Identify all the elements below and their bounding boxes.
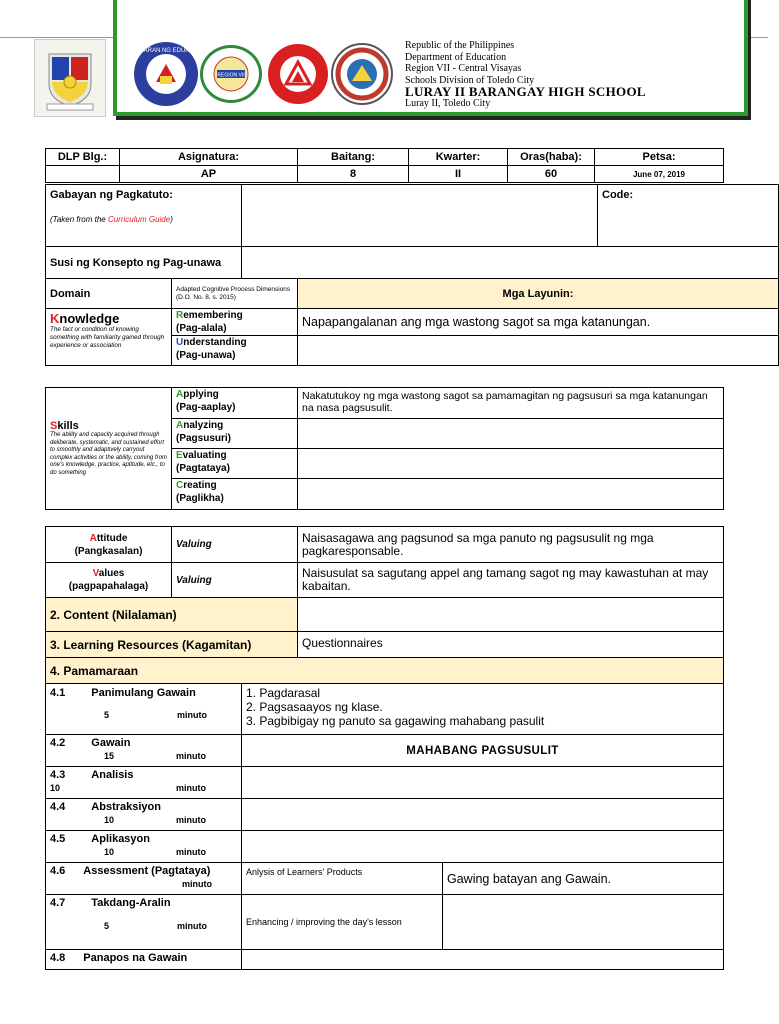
philippine-seal-icon: [34, 39, 106, 117]
procedure-step: [46, 831, 242, 863]
process-dimensions-label: Adapted Cognitive Process Dimensions (D.O. No. 8, s. 2015): [172, 279, 298, 309]
step-number: 4.4: [50, 801, 66, 813]
info-value: 8: [298, 166, 409, 183]
school-address: Luray II, Toledo City: [405, 97, 491, 109]
evaluating-objective: [298, 449, 724, 479]
knowledge-label: [50, 311, 167, 326]
step-time: 10: [104, 847, 115, 857]
step-number: 4.5: [50, 833, 66, 845]
analyzing-objective: [298, 419, 724, 449]
skills-initial: S: [50, 420, 58, 432]
step-time: 5: [104, 710, 110, 720]
procedure-step: [46, 684, 242, 735]
info-value: 60: [508, 166, 595, 183]
assessment-activity: Gawing batayan ang Gawain.: [443, 863, 724, 895]
procedure-step: [46, 735, 242, 767]
procedure-step: [46, 895, 242, 950]
info-value: June 07, 2019: [595, 166, 724, 183]
values-rest: alues: [98, 568, 125, 579]
content-label: 2. Content (Nilalaman): [46, 598, 298, 632]
header-line-division: Schools Division of Toledo City: [405, 74, 535, 86]
step-number: 4.8: [50, 952, 66, 964]
evaluating-initial: E: [176, 450, 183, 461]
step-number: 4.3: [50, 769, 66, 781]
step-name: Analisis: [91, 769, 134, 781]
step-number: 4.7: [50, 897, 66, 909]
step-name: Abstraksiyon: [91, 801, 161, 813]
header-line-republic: Republic of the Philippines: [405, 40, 515, 51]
remembering-rest: emembering: [183, 310, 243, 321]
svg-text:KAGAWARAN NG EDUKASYON: KAGAWARAN NG EDUKASYON: [121, 48, 211, 54]
step-minuto: minuto: [176, 815, 207, 825]
applying-rest: pplying: [183, 389, 219, 400]
procedure-step: [46, 863, 242, 895]
knowledge-initial: K: [50, 311, 60, 326]
header-text-block: [405, 40, 725, 109]
deped-seal-icon: [121, 42, 211, 106]
values-sub: (pagpapahalaga): [68, 581, 149, 592]
resources-label: 3. Learning Resources (Kagamitan): [46, 632, 298, 658]
info-header: Oras(haba):: [508, 149, 595, 166]
creating-sub: (Paglikha): [176, 493, 224, 504]
creating-objective: [298, 479, 724, 510]
step-time: 10: [104, 815, 115, 825]
understanding-objective: [298, 336, 779, 366]
step-name: Panapos na Gawain: [83, 952, 188, 964]
department-of-education-seal-icon: [268, 44, 328, 104]
evaluating-sub: (Pagtataya): [176, 463, 230, 474]
panimula-item: 2. Pagsasaayos ng klase.: [246, 700, 383, 714]
procedure-table: [45, 526, 724, 970]
step-minuto: minuto: [177, 921, 208, 931]
step-time: 15: [104, 751, 115, 761]
step-minuto: minuto: [182, 879, 212, 889]
applying-objective: Nakatutukoy ng mga wastong sagot sa pamamagitan ng pagsusuri sa mga katanungan na nasa pagsusulit.: [298, 388, 724, 419]
region-vii-seal-icon: [200, 45, 262, 103]
procedure-step: [46, 950, 242, 970]
knowledge-rest: nowledge: [59, 311, 120, 326]
attitude-initial: A: [89, 532, 97, 544]
step-number: 4.2: [50, 737, 66, 749]
knowledge-cell: [46, 309, 172, 366]
school-name: LURAY II BARANGAY HIGH SCHOOL: [405, 84, 646, 99]
gabayan-value: [242, 185, 598, 247]
understanding-cell: [172, 336, 298, 366]
values-objective: Naisusulat sa sagutang appel ang tamang sagot ng may kawastuhan at may kabaitan.: [298, 563, 724, 598]
panimula-activities: [242, 684, 724, 735]
gabayan-source: [50, 215, 237, 224]
skills-cell: [46, 388, 172, 510]
susi-label: Susi ng Konsepto ng Pag-unawa: [46, 247, 242, 279]
attitude-objective: Naisasagawa ang pagsunod sa mga panuto ng pagsusulit ng mga pagkaresponsable.: [298, 527, 724, 563]
panimula-item: 1. Pagdarasal: [246, 686, 321, 700]
evaluating-rest: valuating: [182, 450, 227, 461]
takdang-sub: Enhancing / improving the day's lesson: [242, 895, 443, 950]
attitude-mode: Valuing: [172, 527, 298, 563]
step-minuto: minuto: [176, 847, 207, 857]
applying-sub: (Pag-aaplay): [176, 402, 236, 413]
step-number: 4.1: [50, 687, 66, 699]
aplikasyon-activity: [242, 831, 724, 863]
takdang-activity: [443, 895, 724, 950]
step-minuto: minuto: [177, 710, 208, 720]
info-header: Baitang:: [298, 149, 409, 166]
understanding-rest: nderstanding: [183, 337, 247, 348]
info-value: II: [409, 166, 508, 183]
curriculum-guide-link: Curriculum Guide: [107, 215, 171, 224]
creating-rest: reating: [183, 480, 217, 491]
analyzing-cell: [172, 419, 298, 449]
info-value: [46, 166, 120, 183]
content-value: [298, 598, 724, 632]
step-name: Assessment (Pagtataya): [83, 865, 211, 877]
code-label: Code:: [598, 185, 779, 247]
remembering-sub: (Pag-alala): [176, 323, 227, 334]
susi-value: [242, 247, 779, 279]
attitude-cell: [46, 527, 172, 563]
info-header: Asignatura:: [120, 149, 298, 166]
values-cell: [46, 563, 172, 598]
gawain-activity: MAHABANG PAGSUSULIT: [242, 735, 724, 767]
svg-text:REGION VII: REGION VII: [217, 72, 245, 79]
resources-value: Questionnaires: [298, 632, 724, 658]
analisis-activity: [242, 767, 724, 799]
info-header: Kwarter:: [409, 149, 508, 166]
school-seal-icon: [331, 43, 393, 105]
step-name: Takdang-Aralin: [91, 897, 171, 909]
panimula-item: 3. Pagbibigay ng panuto sa gagawing mahabang pasulit: [246, 714, 545, 728]
remembering-cell: [172, 309, 298, 336]
domain-label: Domain: [46, 279, 172, 309]
skills-label: [50, 420, 167, 432]
skills-rest: kills: [57, 420, 79, 432]
skills-description: The ability and capacity acquired through deliberate, systematic, and sustained effort to smoothly and adaptively carryout complex activities or the ability, coming from one's knowledge, practice, aptitude, etc., to do something: [50, 432, 167, 476]
applying-initial: A: [176, 389, 184, 400]
info-value: AP: [120, 166, 298, 183]
understanding-initial: U: [176, 337, 184, 348]
step-number: 4.6: [50, 865, 66, 877]
values-initial: V: [92, 568, 99, 579]
step-name: Aplikasyon: [91, 833, 150, 845]
remembering-initial: R: [176, 310, 184, 321]
gabayan-source-suffix: ): [170, 215, 173, 224]
remembering-objective: Napapangalanan ang mga wastong sagot sa mga katanungan.: [298, 309, 779, 336]
step-time: 5: [104, 921, 110, 931]
understanding-sub: (Pag-unawa): [176, 350, 236, 361]
analyzing-sub: (Pagsusuri): [176, 433, 232, 444]
values-mode: Valuing: [172, 563, 298, 598]
creating-cell: [172, 479, 298, 510]
step-minuto: minuto: [176, 751, 207, 761]
gabayan-label: Gabayan ng Pagkatuto:: [50, 189, 173, 201]
layunin-label: Mga Layunin:: [298, 279, 779, 309]
skills-table: [45, 387, 724, 510]
abstraksiyon-activity: [242, 799, 724, 831]
step-name: Panimulang Gawain: [91, 687, 196, 699]
applying-cell: [172, 388, 298, 419]
objectives-table: [45, 184, 779, 366]
creating-initial: C: [176, 480, 184, 491]
info-header: Petsa:: [595, 149, 724, 166]
gabayan-source-prefix: (Taken from the: [50, 215, 108, 224]
header-line-deped: Department of Education: [405, 51, 507, 63]
analyzing-rest: nalyzing: [183, 420, 224, 431]
gabayan-cell: [46, 185, 242, 247]
procedure-step: [46, 799, 242, 831]
header-line-region: Region VII - Central Visayas: [405, 63, 522, 74]
step-name: Gawain: [91, 737, 131, 749]
info-header: DLP Blg.:: [46, 149, 120, 166]
attitude-rest: ttitude: [96, 532, 128, 544]
pamamaraan-label: 4. Pamamaraan: [46, 658, 724, 684]
analyzing-initial: A: [176, 420, 184, 431]
step-minuto: minuto: [176, 783, 207, 793]
assessment-sub: Anlysis of Learners' Products: [242, 863, 443, 895]
evaluating-cell: [172, 449, 298, 479]
info-table: [45, 148, 724, 183]
knowledge-description: The fact or condition of knowing something with familiarity gained through experience or association: [50, 326, 165, 349]
procedure-step: [46, 767, 242, 799]
attitude-sub: (Pangkasalan): [74, 545, 143, 557]
step-time: 10: [50, 783, 61, 793]
panapos-activity: [242, 950, 724, 970]
